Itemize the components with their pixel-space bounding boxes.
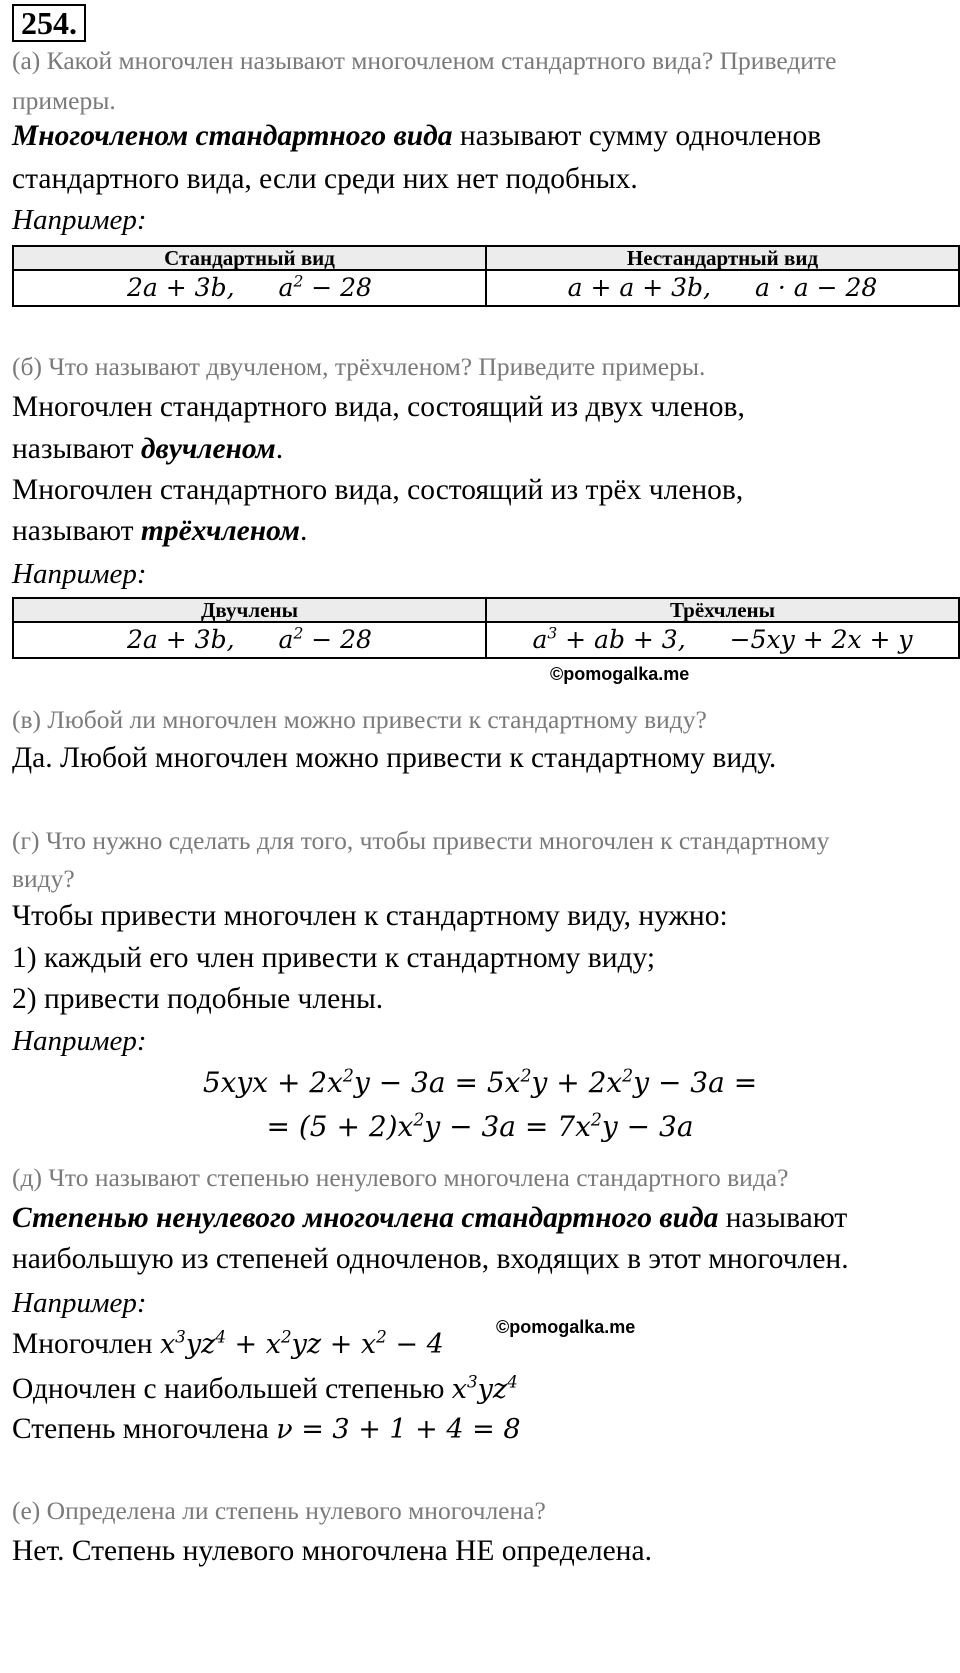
answer-a-line2: стандартного вида, если среди них нет подобных. xyxy=(12,163,638,195)
answer-a-line1 xyxy=(12,120,821,153)
table-a-cell-1: 2a + 3b, $a^2 - 28$ xyxy=(13,270,486,306)
answer-v: Да. Любой многочлен можно привести к стандартному виду. xyxy=(12,742,777,774)
example-label-g: Например: xyxy=(12,1025,147,1057)
monomial-highest-degree: Одночлен с наибольшей степенью $x^3yz^4$ xyxy=(12,1371,518,1405)
question-g-line1: (г) Что нужно сделать для того, чтобы привести многочлен к стандартному xyxy=(12,826,830,855)
answer-g-line3: 2) привести подобные члены. xyxy=(12,983,384,1015)
table-a-header-1: Стандартный вид xyxy=(13,246,486,270)
table-binomials-trinomials xyxy=(12,597,960,659)
answer-b-line1: Многочлен стандартного вида, состоящий из двух членов, xyxy=(12,391,745,423)
table-b-header-2: Трёхчлены xyxy=(486,598,959,622)
term-standard-polynomial: Многочленом стандартного вида xyxy=(12,120,453,152)
table-a-cell-2: a + a + 3b, a · a − 28 xyxy=(486,270,959,306)
example-label-d: Например: xyxy=(12,1287,147,1319)
question-a-line2: примеры. xyxy=(12,86,116,115)
watermark-1: ©pomogalka.me xyxy=(550,664,690,684)
answer-b-line4: называют трёхчленом. xyxy=(12,515,308,547)
example-label-a: Например: xyxy=(12,204,147,236)
polynomial-degree: Степень многочлена ν = 3 + 1 + 4 = 8 xyxy=(12,1413,521,1445)
question-v: (в) Любой ли многочлен можно привести к стандартному виду? xyxy=(12,705,707,734)
answer-g-line2: 1) каждый его член привести к стандартному виду; xyxy=(12,942,656,974)
answer-a-rest: называют сумму одночленов xyxy=(452,120,822,152)
term-binomial: двучленом xyxy=(140,433,276,465)
answer-d-line1: Степенью ненулевого многочлена стандартного вида называют xyxy=(12,1202,848,1234)
example-label-b: Например: xyxy=(12,558,147,590)
question-d: (д) Что называют степенью ненулевого многочлена стандартного вида? xyxy=(12,1163,789,1192)
question-e: (е) Определена ли степень нулевого многочлена? xyxy=(12,1496,546,1525)
answer-b-line2: называют двучленом. xyxy=(12,433,284,465)
term-polynomial-degree: Степенью ненулевого многочлена стандартного вида xyxy=(12,1202,719,1234)
answer-d-line2: наибольшую из степеней одночленов, входящих в этот многочлен. xyxy=(12,1243,849,1275)
answer-e: Нет. Степень нулевого многочлена НЕ определена. xyxy=(12,1535,652,1567)
table-b-header-1: Двучлены xyxy=(13,598,486,622)
table-b-cell-2: $a^3$ + ab + 3, −5xy + 2x + y xyxy=(486,622,959,658)
table-standard-form xyxy=(12,245,960,307)
question-g-line2: виду? xyxy=(12,864,75,893)
answer-g-line1: Чтобы привести многочлен к стандартному виду, нужно: xyxy=(12,900,728,932)
question-b: (б) Что называют двучленом, трёхчленом? Приведите примеры. xyxy=(12,352,706,381)
term-trinomial: трёхчленом xyxy=(140,515,300,547)
exercise-number: 254. xyxy=(12,4,86,42)
table-a-header-2: Нестандартный вид xyxy=(486,246,959,270)
polynomial-example: Многочлен $x^3yz^4 + x^2yz + x^2 - 4$ xyxy=(12,1326,444,1360)
equation-line-2: = $(5 + 2)x^2y - 3a = 7x^2y - 3a$ xyxy=(266,1110,694,1143)
watermark-2: ©pomogalka.me xyxy=(496,1317,636,1337)
equation-line-1: $5xyx + 2x^2y - 3a = 5x^2y + 2x^2y - 3a$ = xyxy=(202,1066,758,1099)
table-b-cell-1: 2a + 3b, $a^2 - 28$ xyxy=(13,622,486,658)
answer-b-line3: Многочлен стандартного вида, состоящий из трёх членов, xyxy=(12,474,744,506)
question-a-line1: (а) Какой многочлен называют многочленом стандартного вида? Приведите xyxy=(12,46,837,75)
